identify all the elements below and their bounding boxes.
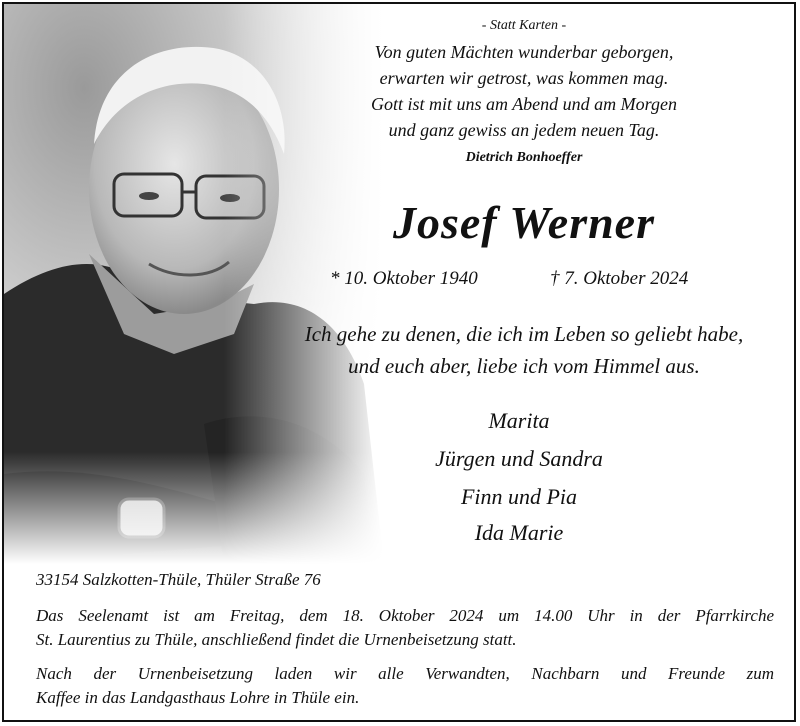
birth-date: * 10. Oktober 1940 — [330, 268, 478, 289]
address: 33154 Salzkotten-Thüle, Thüler Straße 76 — [36, 570, 321, 589]
funeral-line-1: Das Seelenamt ist am Freitag, dem 18. Oktober 2024 um 14.00 Uhr in der Pfarrkirche — [36, 606, 774, 625]
header-caption: - Statt Karten - — [481, 18, 567, 33]
quote-line-1: Ich gehe zu denen, die ich im Leben so geliebt habe, — [304, 322, 744, 346]
mourner-3: Finn und Pia — [460, 484, 578, 509]
obituary-notice — [2, 2, 796, 722]
funeral-line-2: St. Laurentius zu Thüle, anschließend findet die Urnenbeisetzung statt. — [36, 630, 517, 649]
poem-line-2: erwarten wir getrost, was kommen mag. — [379, 68, 669, 88]
mourner-4: Ida Marie — [474, 520, 564, 545]
invitation-line-2: Kaffee in das Landgasthaus Lohre in Thüle ein. — [36, 688, 360, 707]
deceased-name: Josef Werner — [392, 197, 655, 248]
poem-line-4: und ganz gewiss an jedem neuen Tag. — [388, 120, 660, 140]
poem-line-3: Gott ist mit uns am Abend und am Morgen — [371, 94, 677, 114]
poem-line-1: Von guten Mächten wunderbar geborgen, — [374, 42, 674, 62]
poem-author: Dietrich Bonhoeffer — [465, 150, 583, 165]
quote-line-2: und euch aber, liebe ich vom Himmel aus. — [348, 354, 700, 378]
death-date: † 7. Oktober 2024 — [550, 268, 689, 289]
invitation-line-1: Nach der Urnenbeisetzung laden wir alle Verwandten, Nachbarn und Freunde zum — [36, 664, 774, 683]
mourner-1: Marita — [488, 408, 550, 433]
mourner-2: Jürgen und Sandra — [435, 446, 603, 471]
